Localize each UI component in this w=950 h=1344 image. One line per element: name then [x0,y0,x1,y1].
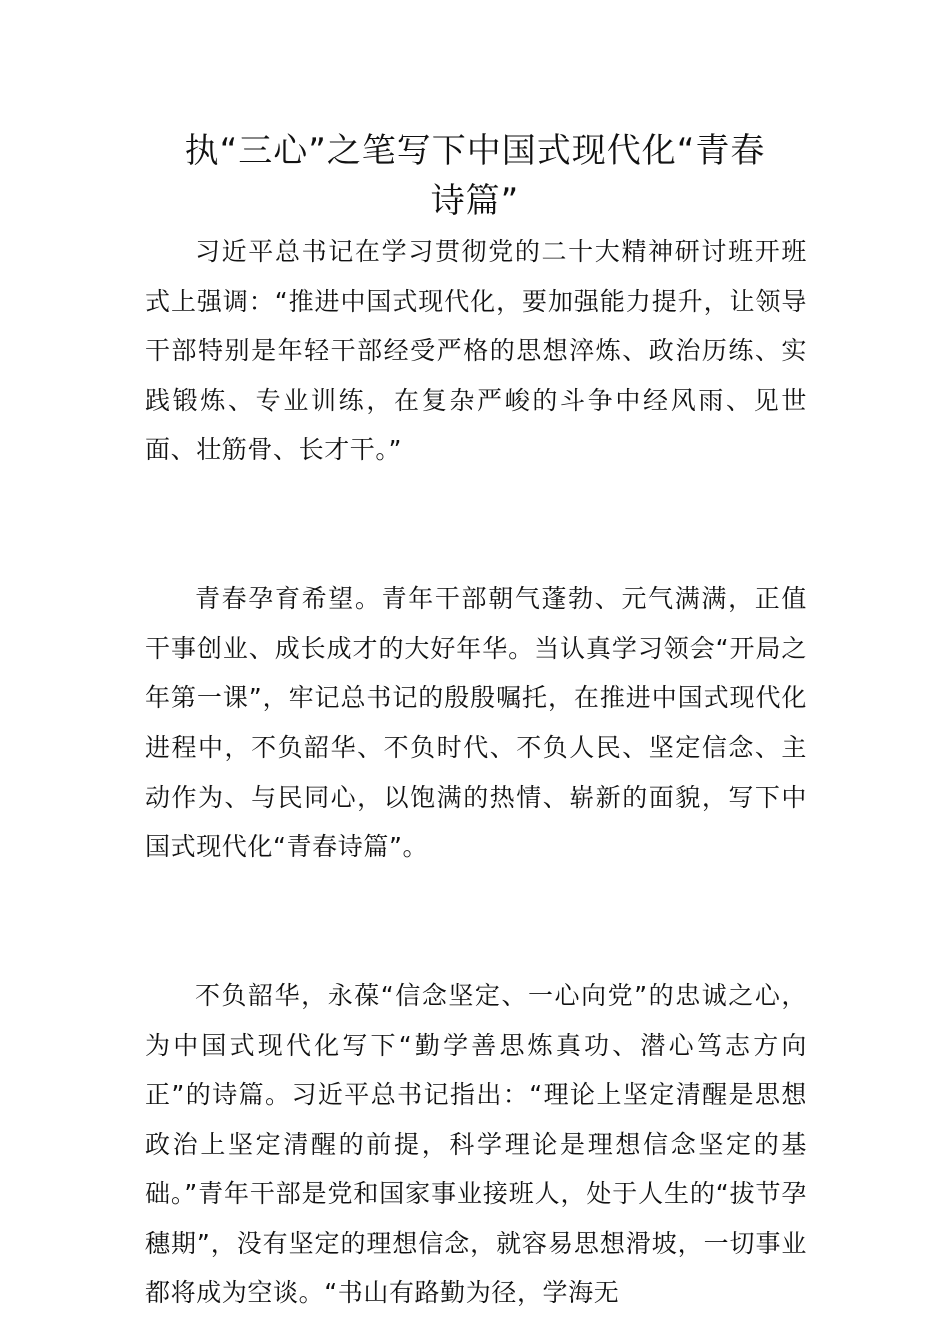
paragraph-2: 青春孕育希望。青年干部朝气蓬勃、元气满满，正值干事创业、成长成才的大好年华。当认真学习领会“开局之年第一课”，牢记总书记的殷殷嘱托，在推进中国式现代化进程中，不负韶华、不负时代、不负人民、坚定信念、主动作为、与民同心，以饱满的热情、崭新的面貌，写下中国式现代化“青春诗篇”。 [145,584,807,862]
document-title [145,126,805,226]
paragraph-spacer [145,525,807,575]
title-line-1: 执“三心”之笔写下中国式现代化“青春 [184,131,766,171]
paragraph-spacer [145,475,807,525]
title-line-2: 诗篇” [430,181,520,221]
document-body [145,227,807,1318]
paragraph-3: 不负韶华，永葆“信念坚定、一心向党”的忠诚之心，为中国式现代化写下“勤学善思炼真功、潜心笃志方向正”的诗篇。习近平总书记指出：“理论上坚定清醒是思想政治上坚定清醒的前提，科学理论是理想信念坚定的基础。”青年干部是党和国家事业接班人，处于人生的“拔节孕穗期”，没有坚定的理想信念，就容易思想滑坡，一切事业都将成为空谈。“书山有路勤为径，学海无 [145,980,807,1308]
paragraph-spacer [145,921,807,971]
paragraph-spacer [145,872,807,922]
paragraph-1: 习近平总书记在学习贯彻党的二十大精神研讨班开班式上强调：“推进中国式现代化，要加强能力提升，让领导干部特别是年轻干部经受严格的思想淬炼、政治历练、实践锻炼、专业训练，在复杂严峻的斗争中经风雨、见世面、壮筋骨、长才干。” [145,237,807,465]
